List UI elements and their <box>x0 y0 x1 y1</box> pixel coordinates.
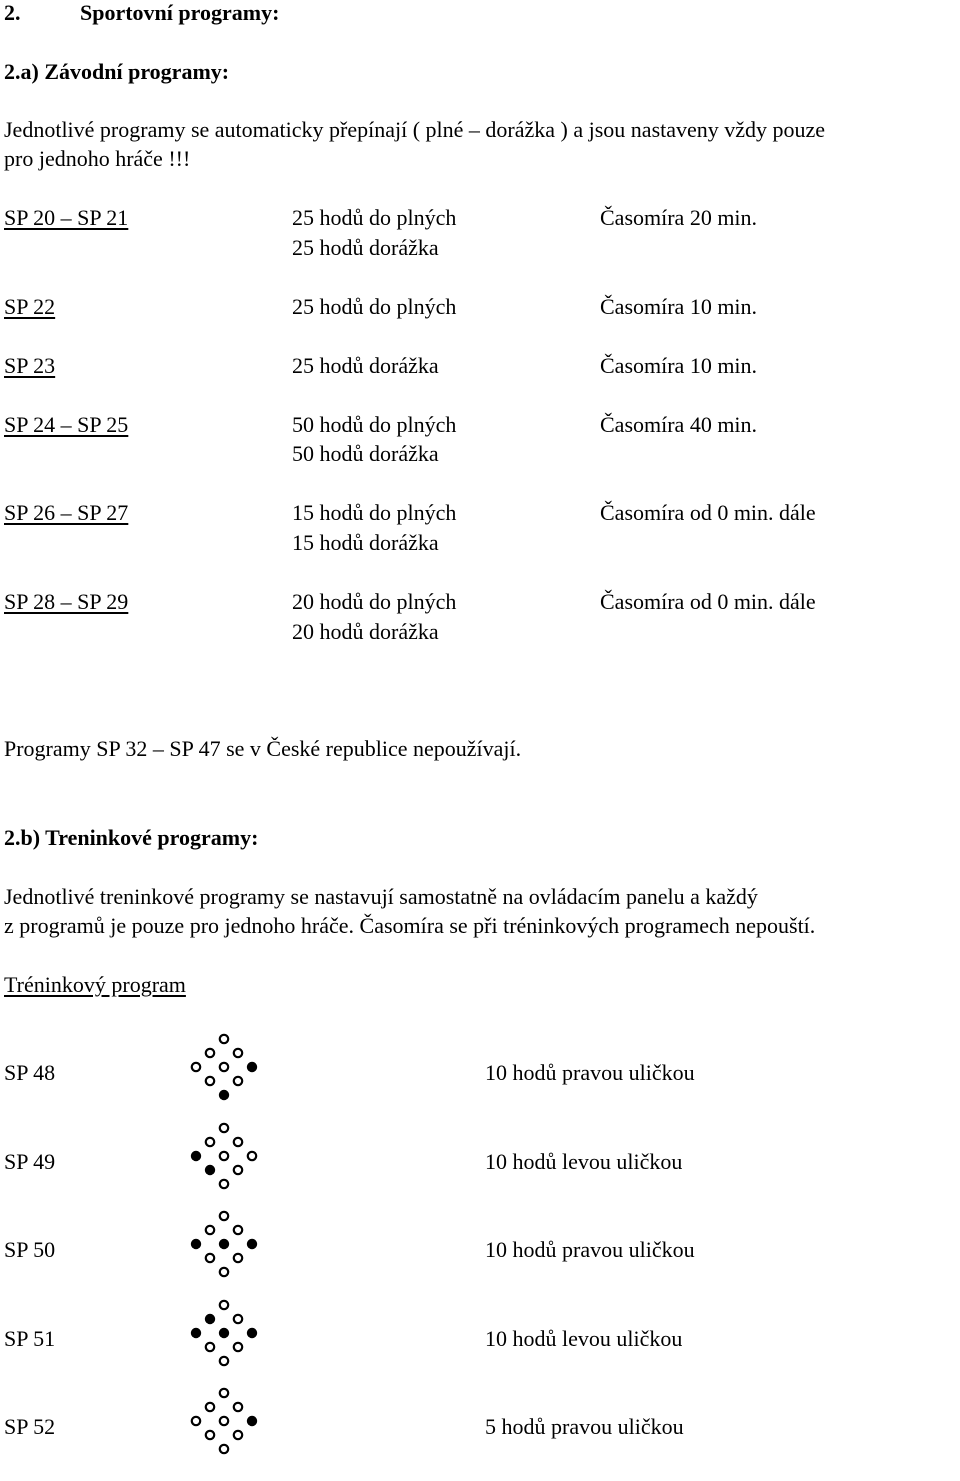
pin-diagram <box>188 1120 262 1194</box>
pin-open <box>220 1357 228 1365</box>
pin-open <box>234 1403 242 1411</box>
pin-open <box>206 1077 214 1085</box>
pin-open <box>234 1138 242 1146</box>
pin-open <box>234 1254 242 1262</box>
pin-open <box>234 1049 242 1057</box>
training-code: SP 51 <box>4 1326 56 1351</box>
program-code: SP 22 <box>4 294 56 319</box>
pin-filled <box>205 1314 215 1324</box>
training-code: SP 49 <box>4 1149 56 1174</box>
pin-diagram-svg <box>188 1208 262 1282</box>
section-a-title: 2.a) Závodní programy: <box>4 59 230 84</box>
program-line1: 20 hodů do plných <box>292 589 457 614</box>
pin-open <box>206 1138 214 1146</box>
pin-diagram-svg <box>188 1031 262 1105</box>
pin-open <box>206 1226 214 1234</box>
program-timer: Časomíra 40 min. <box>600 412 758 437</box>
pin-diagram <box>188 1031 262 1105</box>
pin-open <box>192 1417 200 1425</box>
pin-open <box>192 1063 200 1071</box>
section-a-intro-line2: pro jednoho hráče !!! <box>4 146 191 171</box>
program-code: SP 23 <box>4 353 56 378</box>
pin-filled <box>247 1239 257 1249</box>
program-timer: Časomíra od 0 min. dále <box>600 589 816 614</box>
pin-filled <box>191 1239 201 1249</box>
pin-diagram <box>188 1208 262 1282</box>
pin-open <box>220 1268 228 1276</box>
pin-open <box>234 1166 242 1174</box>
pin-open <box>220 1063 228 1071</box>
section-a-intro-line1: Jednotlivé programy se automaticky přepínají ( plné – dorážka ) a jsou nastaveny vždy pouze <box>4 117 826 142</box>
program-line2: 50 hodů dorážka <box>292 441 439 466</box>
pin-open <box>206 1343 214 1351</box>
pin-open <box>206 1049 214 1057</box>
pin-diagram-svg <box>188 1385 262 1459</box>
pin-filled <box>205 1165 215 1175</box>
pin-open <box>220 1445 228 1453</box>
section-b-intro-line2: z programů je pouze pro jednoho hráče. Časomíra se při tréninkových programech nepouští. <box>4 913 816 938</box>
section-b-intro-line1: Jednotlivé treninkové programy se nastavují samostatně na ovládacím panelu a každý <box>4 884 758 909</box>
section-b-title: 2.b) Treninkové programy: <box>4 825 259 850</box>
pin-filled <box>247 1416 257 1426</box>
program-line2: 15 hodů dorážka <box>292 530 439 555</box>
training-code: SP 50 <box>4 1237 56 1262</box>
program-code: SP 20 – SP 21 <box>4 205 129 230</box>
pin-open <box>206 1403 214 1411</box>
program-line1: 50 hodů do plných <box>292 412 457 437</box>
pin-open <box>220 1180 228 1188</box>
pin-diagram-svg <box>188 1297 262 1371</box>
program-line2: 25 hodů dorážka <box>292 235 439 260</box>
program-code: SP 28 – SP 29 <box>4 589 129 614</box>
pin-open <box>234 1077 242 1085</box>
pin-open <box>206 1431 214 1439</box>
pin-open <box>220 1035 228 1043</box>
training-desc: 10 hodů pravou uličkou <box>485 1237 695 1262</box>
heading-title: Sportovní programy: <box>80 0 280 25</box>
program-line1: 25 hodů do plných <box>292 294 457 319</box>
pin-filled <box>219 1090 229 1100</box>
pin-open <box>220 1301 228 1309</box>
training-desc: 5 hodů pravou uličkou <box>485 1414 684 1439</box>
pin-open <box>220 1389 228 1397</box>
pin-diagram <box>188 1385 262 1459</box>
pin-filled <box>191 1328 201 1338</box>
pin-filled <box>219 1239 229 1249</box>
training-desc: 10 hodů levou uličkou <box>485 1326 683 1351</box>
pin-open <box>234 1431 242 1439</box>
pin-diagram <box>188 1297 262 1371</box>
program-timer: Časomíra 10 min. <box>600 353 758 378</box>
pin-filled <box>191 1151 201 1161</box>
program-code: SP 24 – SP 25 <box>4 412 129 437</box>
pin-open <box>234 1343 242 1351</box>
pin-diagram-svg <box>188 1120 262 1194</box>
pin-open <box>220 1152 228 1160</box>
pin-open <box>220 1212 228 1220</box>
pin-filled <box>247 1062 257 1072</box>
program-code: SP 26 – SP 27 <box>4 500 129 525</box>
program-timer: Časomíra 10 min. <box>600 294 758 319</box>
program-timer: Časomíra 20 min. <box>600 205 758 230</box>
training-table-header: Tréninkový program <box>4 972 186 997</box>
pin-open <box>234 1315 242 1323</box>
pin-open <box>220 1124 228 1132</box>
training-code: SP 48 <box>4 1060 56 1085</box>
pin-filled <box>219 1328 229 1338</box>
pin-filled <box>247 1328 257 1338</box>
training-code: SP 52 <box>4 1414 56 1439</box>
pin-open <box>206 1254 214 1262</box>
training-desc: 10 hodů levou uličkou <box>485 1149 683 1174</box>
program-line2: 20 hodů dorážka <box>292 619 439 644</box>
heading-number: 2. <box>4 0 21 25</box>
program-timer: Časomíra od 0 min. dále <box>600 500 816 525</box>
program-line1: 15 hodů do plných <box>292 500 457 525</box>
program-line1: 25 hodů dorážka <box>292 353 439 378</box>
pin-open <box>248 1152 256 1160</box>
training-desc: 10 hodů pravou uličkou <box>485 1060 695 1085</box>
pin-open <box>234 1226 242 1234</box>
program-line1: 25 hodů do plných <box>292 205 457 230</box>
section-a-note: Programy SP 32 – SP 47 se v České republice nepoužívají. <box>4 736 522 761</box>
pin-open <box>220 1417 228 1425</box>
